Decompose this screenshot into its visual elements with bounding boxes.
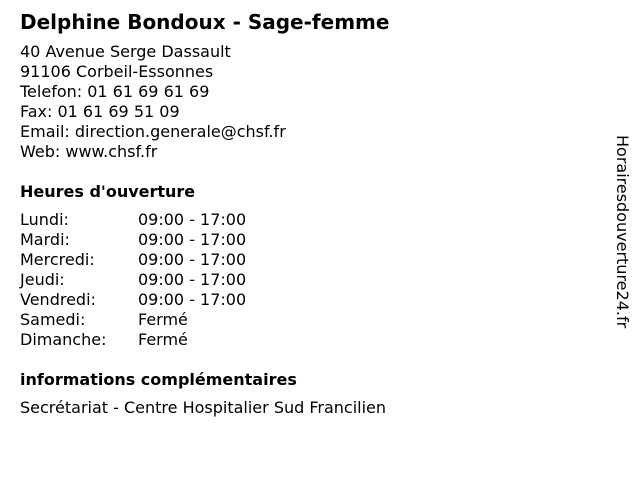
email-address: Email: direction.generale@chsf.fr [20,122,286,141]
day-label: Dimanche: [20,330,107,349]
hours-row-friday [20,290,600,310]
hours-row-sunday [20,330,600,350]
day-hours: 09:00 - 17:00 [138,230,247,249]
hours-row-saturday [20,310,600,330]
day-hours: 09:00 - 17:00 [138,250,247,269]
business-card [20,10,600,418]
hours-row-wednesday [20,250,600,270]
day-hours: 09:00 - 17:00 [138,210,247,229]
day-label: Samedi: [20,310,86,329]
additional-info-text: Secrétariat - Centre Hospitalier Sud Francilien [20,398,387,417]
site-watermark: Horairesdouverture24.fr [613,135,632,329]
phone-number: Telefon: 01 61 69 61 69 [20,82,210,101]
postal-city: 91106 Corbeil-Essonnes [20,62,214,81]
fax-number: Fax: 01 61 69 51 09 [20,102,180,121]
web-address: Web: www.chsf.fr [20,142,158,161]
day-label: Jeudi: [20,270,65,289]
opening-hours-table [20,210,600,350]
hours-row-monday [20,210,600,230]
hours-row-tuesday [20,230,600,250]
hours-row-thursday [20,270,600,290]
opening-hours-heading: Heures d'ouverture [20,182,196,201]
day-hours: Fermé [138,330,188,349]
day-label: Mardi: [20,230,70,249]
contact-block [20,42,600,162]
day-label: Vendredi: [20,290,96,309]
day-label: Mercredi: [20,250,95,269]
day-label: Lundi: [20,210,69,229]
day-hours: Fermé [138,310,188,329]
day-hours: 09:00 - 17:00 [138,290,247,309]
business-title: Delphine Bondoux - Sage-femme [20,10,390,34]
street-address: 40 Avenue Serge Dassault [20,42,231,61]
additional-info-heading: informations complémentaires [20,370,297,389]
day-hours: 09:00 - 17:00 [138,270,247,289]
